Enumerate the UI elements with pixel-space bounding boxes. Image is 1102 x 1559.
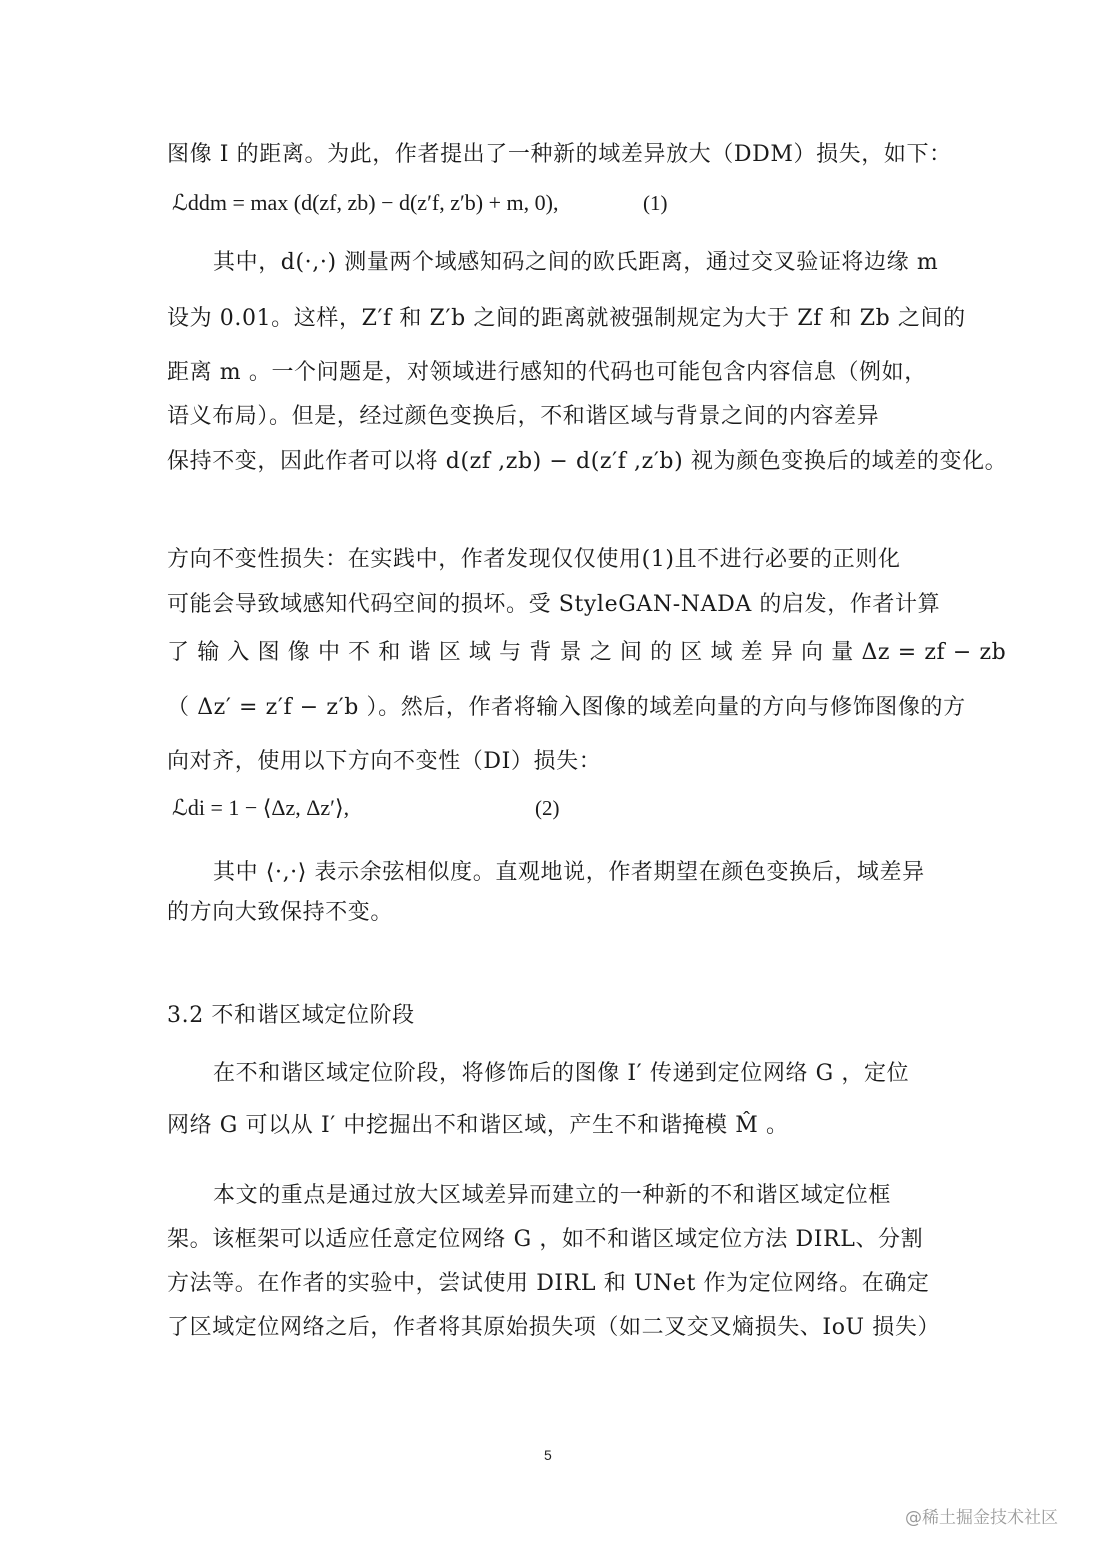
paragraph-line: 设为 0.01。这样，Z′f 和 Z′b 之间的距离就被强制规定为大于 Zf 和 Zb 之间的 — [167, 306, 966, 331]
paragraph-line: 架。该框架可以适应任意定位网络 G ，如不和谐区域定位方法 DIRL、分割 — [167, 1227, 924, 1252]
paragraph-line: 保持不变，因此作者可以将 d(zf ,zb) − d(z′f ,z′b) 视为颜色变换后的域差的变化。 — [167, 449, 1008, 474]
paragraph-line: 了 输 入 图 像 中 不 和 谐 区 域 与 背 景 之 间 的 区 域 差 异 向 量 Δz = zf − zb — [167, 640, 1007, 665]
equation-number: (2) — [535, 796, 560, 820]
paragraph-line: 网络 G 可以从 I′ 中挖掘出不和谐区域，产生不和谐掩模 M̂ 。 — [167, 1113, 789, 1138]
equation-ddm: ℒddm = max (d(zf, zb) − d(z′f, z′b) + m, 0), — [172, 190, 559, 215]
paragraph-line: 了区域定位网络之后，作者将其原始损失项（如二叉交叉熵损失、IoU 损失） — [167, 1315, 941, 1340]
paragraph-line: 可能会导致域感知代码空间的损坏。受 StyleGAN-NADA 的启发，作者计算 — [167, 592, 941, 617]
paragraph-line: 其中 ⟨·,·⟩ 表示余弦相似度。直观地说，作者期望在颜色变换后，域差异 — [213, 860, 925, 885]
paragraph-line: 向对齐，使用以下方向不变性（DI）损失： — [167, 749, 602, 774]
equation-number: (1) — [643, 191, 668, 215]
paragraph-line: 其中，d(·,·) 测量两个域感知码之间的欧氏距离，通过交叉验证将边缘 m — [213, 250, 939, 275]
page-number: 5 — [544, 1447, 552, 1463]
equation-di: ℒdi = 1 − ⟨Δz, Δz′⟩, — [172, 795, 350, 820]
paragraph-line: 在不和谐区域定位阶段，将修饰后的图像 I′ 传递到定位网络 G ，定位 — [213, 1061, 910, 1086]
paragraph-line: 本文的重点是通过放大区域差异而建立的一种新的不和谐区域定位框 — [213, 1183, 892, 1208]
section-heading: 3.2 不和谐区域定位阶段 — [167, 1003, 415, 1028]
paragraph-line: （ Δz′ = z′f − z′b ）。然后，作者将输入图像的域差向量的方向与修饰图像的方 — [167, 695, 966, 720]
paragraph-line: 方法等。在作者的实验中，尝试使用 DIRL 和 UNet 作为定位网络。在确定 — [167, 1271, 930, 1296]
paragraph-line: 的方向大致保持不变。 — [167, 900, 394, 925]
paragraph-line: 语义布局）。但是，经过颜色变换后，不和谐区域与背景之间的内容差异 — [167, 404, 880, 429]
paragraph-line: 距离 m 。一个问题是，对领域进行感知的代码也可能包含内容信息（例如， — [167, 360, 927, 385]
paragraph-line: 方向不变性损失：在实践中，作者发现仅仅使用(1)且不进行必要的正则化 — [167, 547, 901, 572]
paragraph-line: 图像 I 的距离。为此，作者提出了一种新的域差异放大（DDM）损失，如下： — [167, 142, 952, 167]
watermark: @稀土掘金技术社区 — [905, 1508, 1058, 1528]
